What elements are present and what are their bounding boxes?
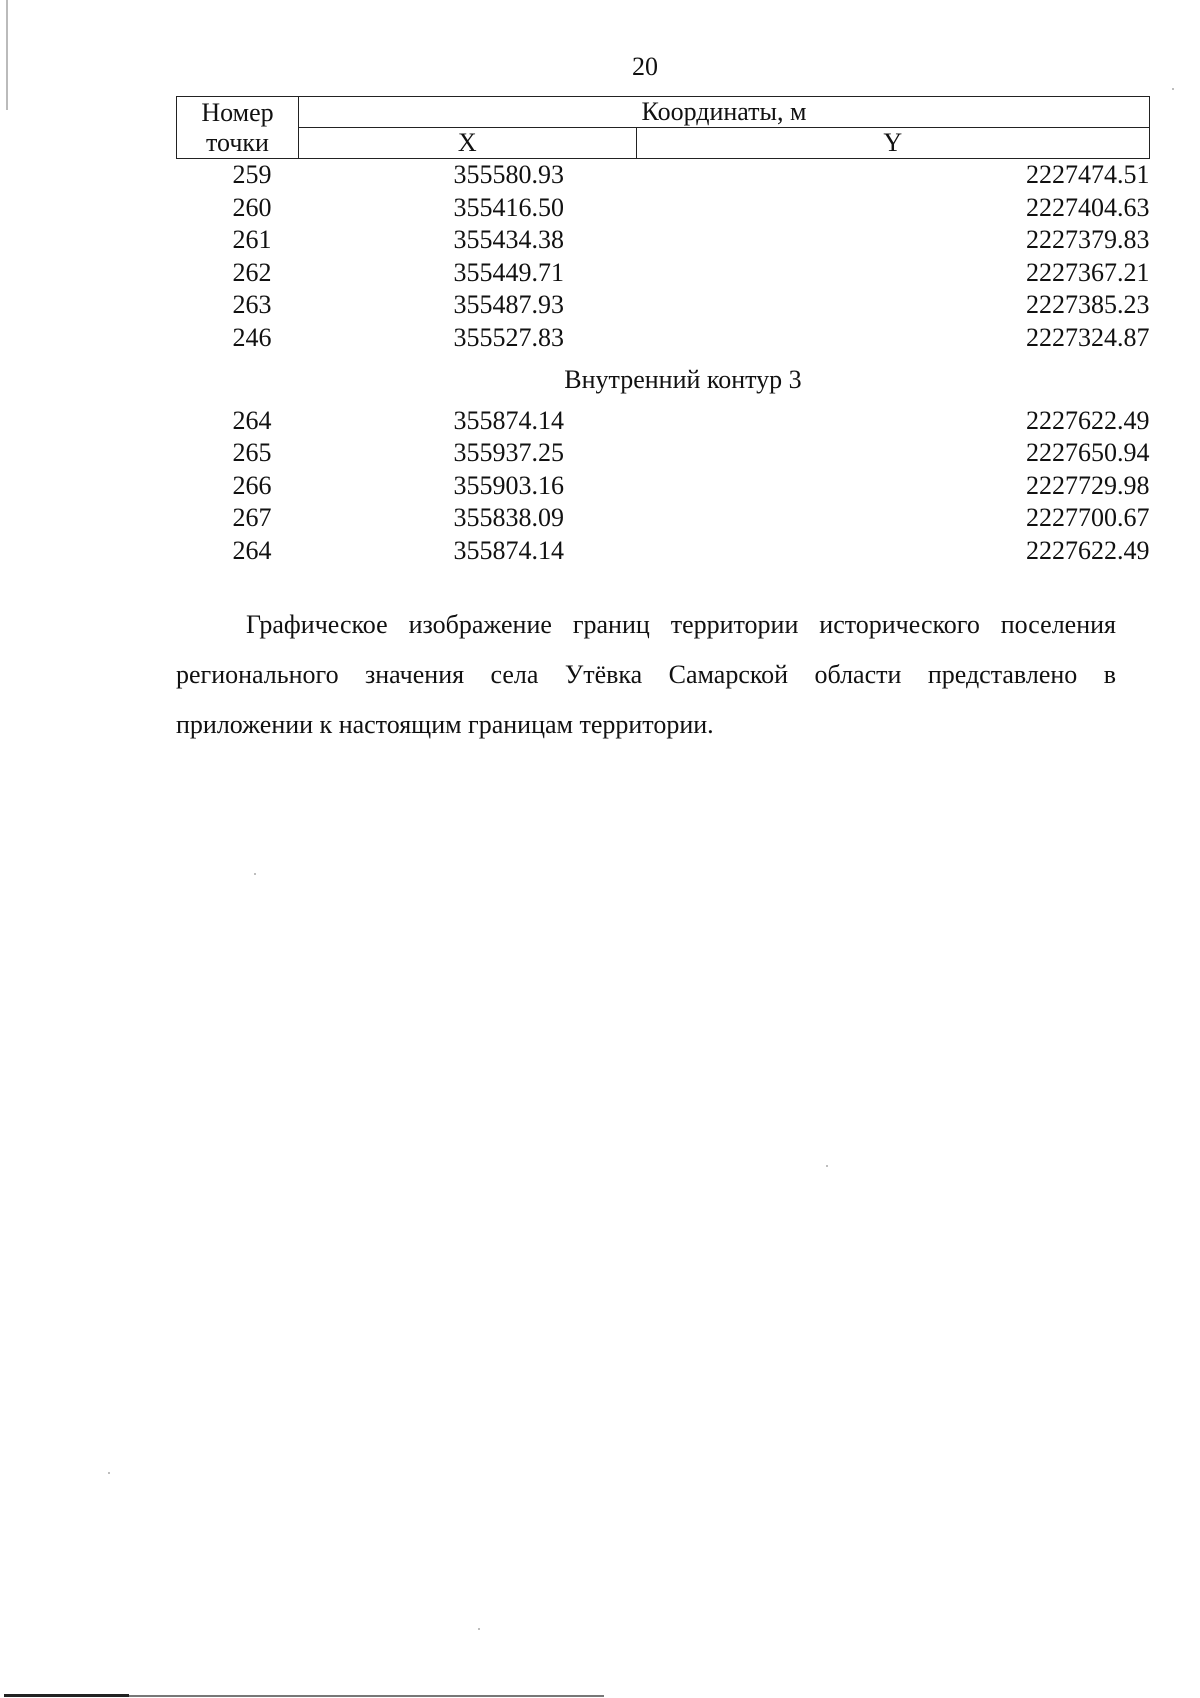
header-x: X	[298, 128, 636, 159]
x-value: 355903.16	[453, 470, 564, 500]
coordinates-table	[176, 96, 1150, 568]
table-row	[177, 159, 1150, 192]
paragraph-text: Графическое изображение границ территории исторического поселения регионального значения села Утёвка Самарской области представлено в приложении к настоящим границам территории.	[176, 610, 1116, 739]
point-number: 246	[232, 322, 272, 352]
x-value: 355580.93	[453, 160, 564, 189]
x-value: 355838.09	[453, 503, 564, 533]
y-value: 2227367.21	[1026, 257, 1150, 287]
section-title-row	[177, 355, 1150, 405]
x-value: 355874.14	[453, 405, 564, 435]
table-row	[177, 535, 1150, 568]
y-value: 2227729.98	[1026, 470, 1150, 500]
x-value: 355874.14	[453, 535, 564, 565]
header-y: Y	[636, 128, 1150, 159]
scan-speck	[826, 1165, 828, 1167]
y-value: 2227622.49	[1026, 405, 1150, 435]
header-point-number	[177, 97, 299, 159]
footer-rule	[4, 1695, 604, 1697]
y-value: 2227379.83	[1026, 225, 1150, 255]
y-value: 2227404.63	[1026, 192, 1150, 222]
x-value: 355527.83	[453, 322, 564, 352]
header-coordinates: Координаты, м	[298, 97, 1149, 128]
scan-speck	[1172, 88, 1174, 90]
header-point-number-line2: точки	[206, 127, 269, 157]
table-row	[177, 289, 1150, 322]
page-number: 20	[632, 52, 658, 81]
scan-speck	[108, 1472, 110, 1474]
table-row	[177, 470, 1150, 503]
point-number: 264	[232, 535, 272, 565]
y-value: 2227324.87	[1026, 322, 1150, 352]
table-row	[177, 192, 1150, 225]
section-title: Внутренний контур 3	[564, 364, 802, 394]
y-value: 2227700.67	[1026, 503, 1150, 533]
table-row	[177, 502, 1150, 535]
y-value: 2227650.94	[1026, 438, 1150, 468]
x-value: 355487.93	[453, 290, 564, 320]
scan-speck	[478, 1628, 480, 1630]
footer-rule-thick	[4, 1694, 129, 1697]
x-value: 355416.50	[453, 192, 564, 222]
scan-speck	[254, 873, 256, 875]
table-row	[177, 224, 1150, 257]
table-row	[177, 322, 1150, 355]
y-value: 2227474.51	[1026, 160, 1150, 189]
point-number: 263	[232, 290, 272, 320]
point-number: 259	[232, 160, 272, 189]
point-number: 261	[232, 225, 272, 255]
point-number: 267	[232, 503, 272, 533]
y-value: 2227622.49	[1026, 535, 1150, 565]
x-value: 355937.25	[453, 438, 564, 468]
x-value: 355449.71	[453, 257, 564, 287]
header-point-number-line1: Номер	[201, 97, 274, 127]
point-number: 265	[232, 438, 272, 468]
table-row	[177, 405, 1150, 438]
point-number: 262	[232, 257, 272, 287]
table-row	[177, 257, 1150, 290]
point-number: 264	[232, 405, 272, 435]
x-value: 355434.38	[453, 225, 564, 255]
point-number: 260	[232, 192, 272, 222]
table-row	[177, 437, 1150, 470]
y-value: 2227385.23	[1026, 290, 1150, 320]
body-paragraph	[176, 600, 1116, 750]
point-number: 266	[232, 470, 272, 500]
